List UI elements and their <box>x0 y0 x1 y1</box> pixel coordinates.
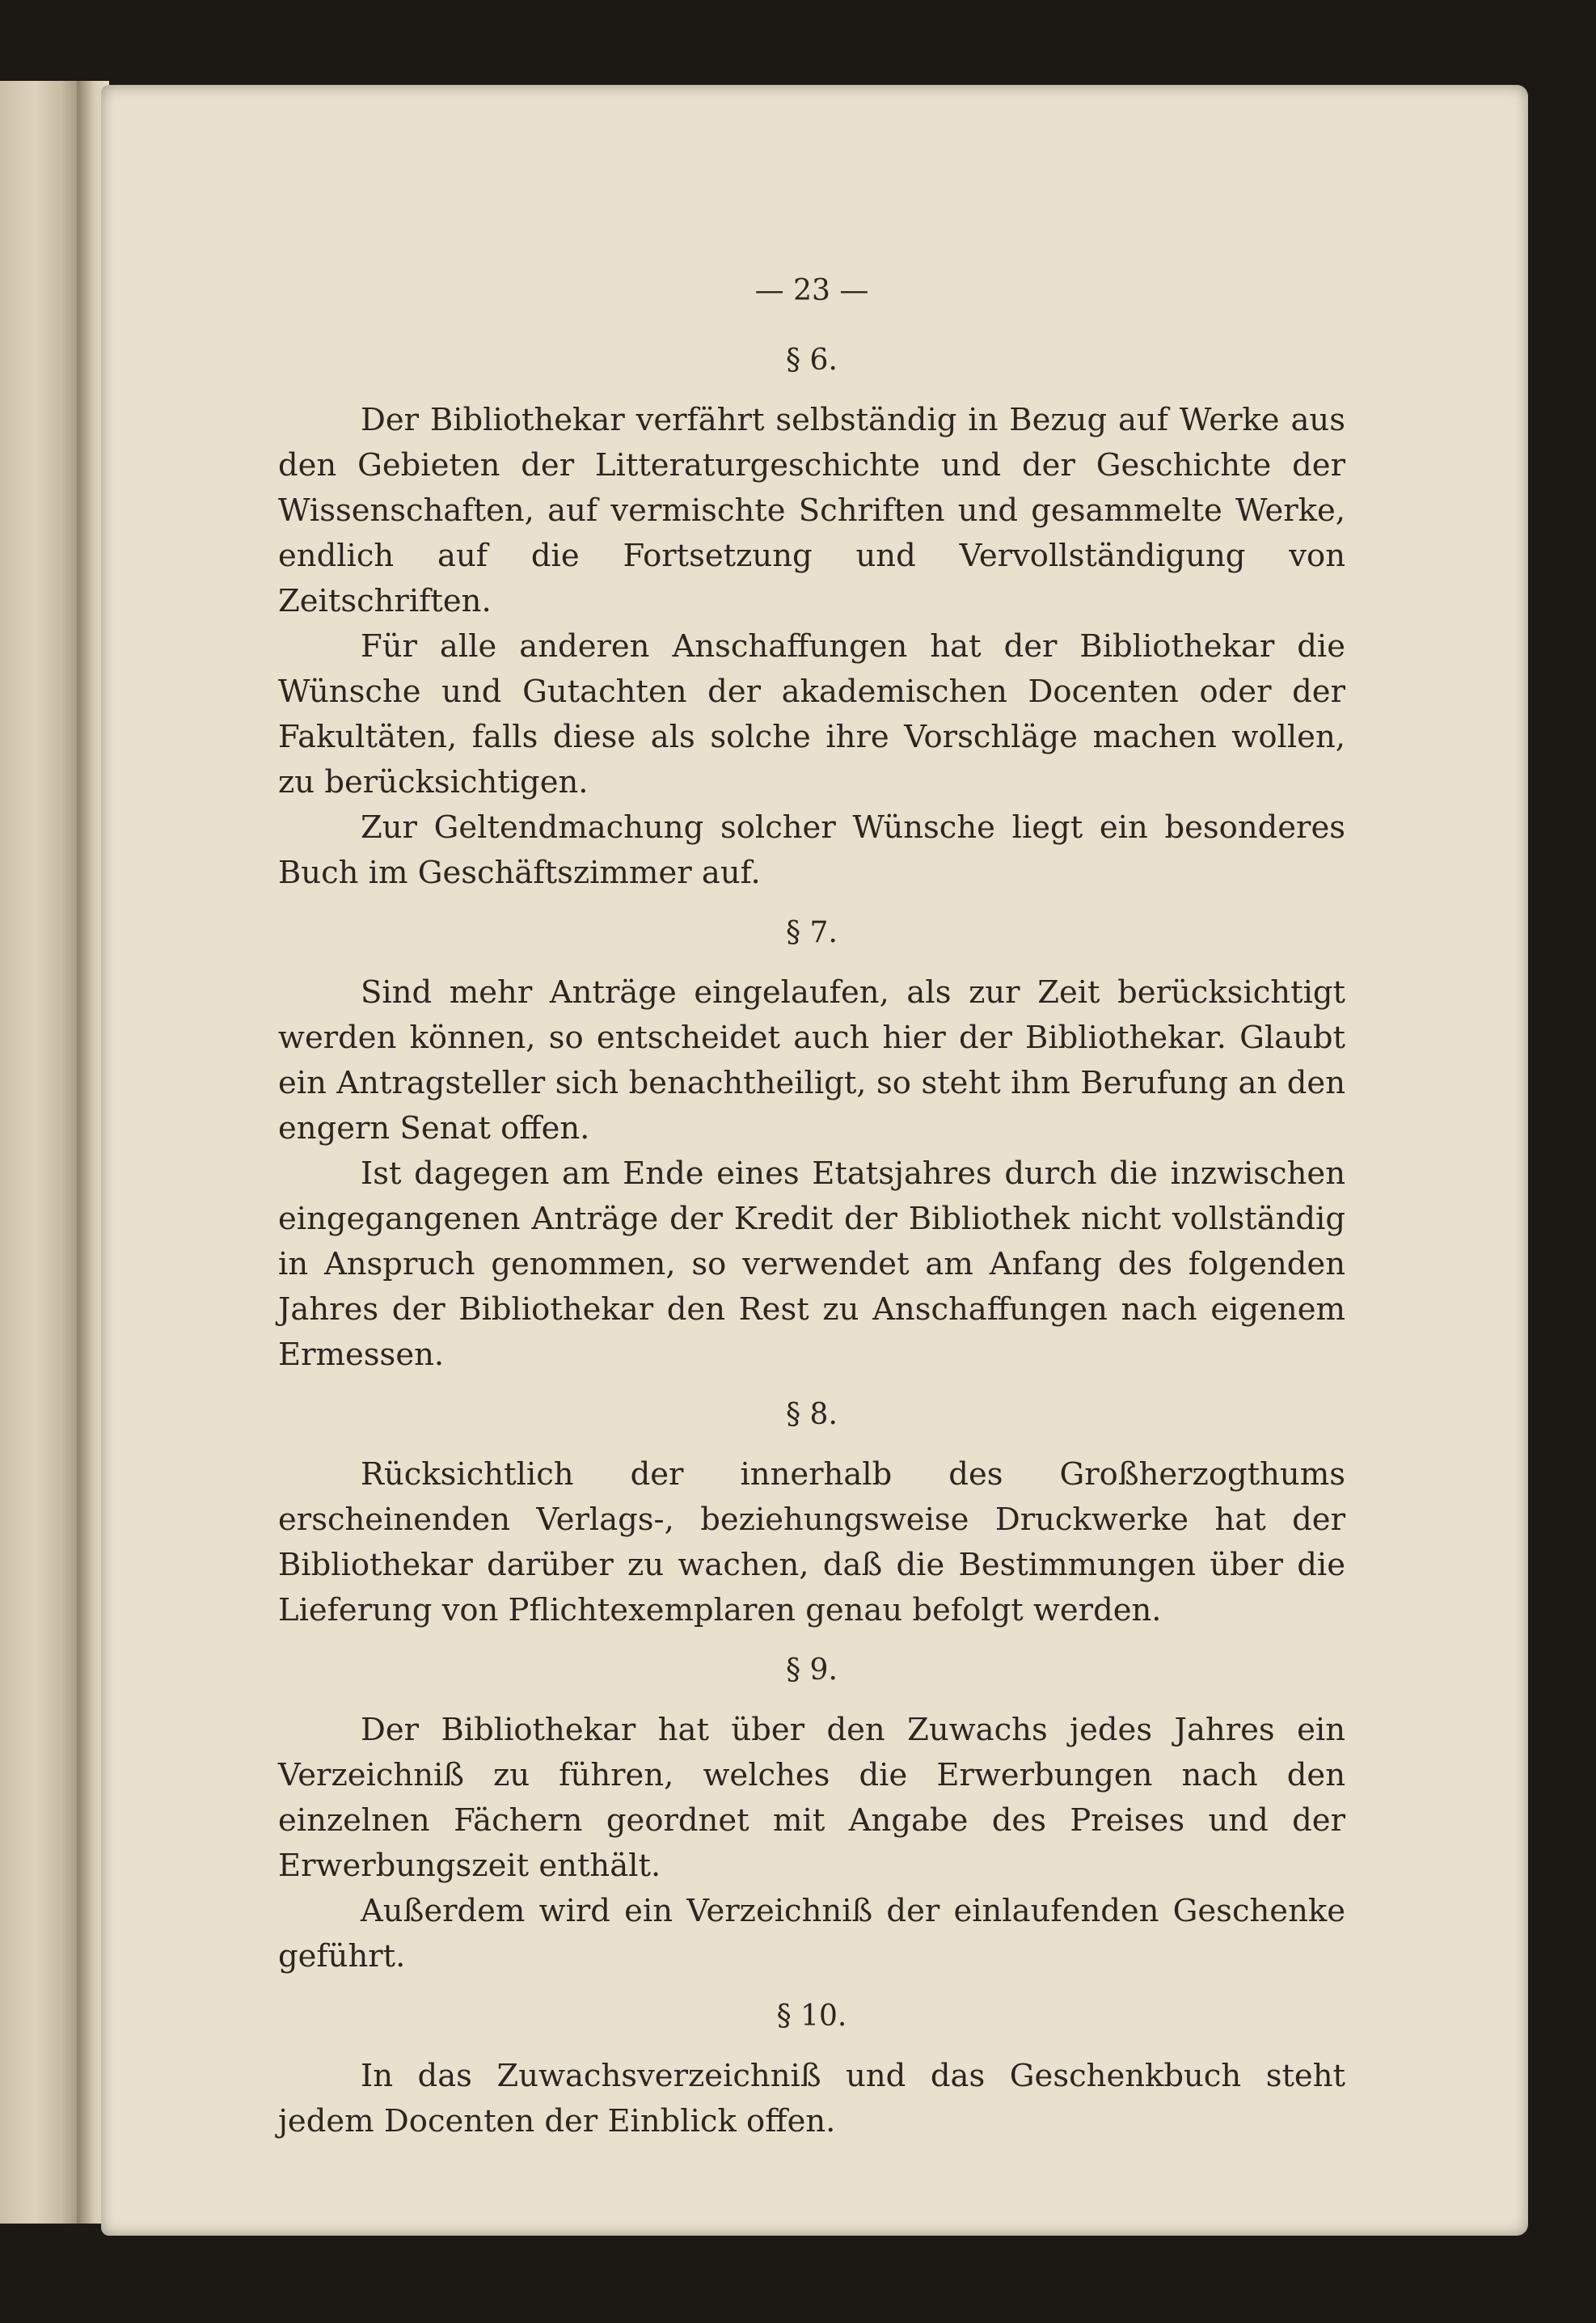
paragraph: Ist dagegen am Ende eines Etatsjahres durch die inzwischen eingegangenen Anträge der Kredit der Bibliothek nicht vollständig in Anspruch genommen, so verwendet am Anfang des folgenden Jahres der Bibliothekar den Rest zu Anschaffungen nach eigenem Ermessen. <box>278 1155 1345 1373</box>
section-heading-9: § 9. <box>786 1654 838 1687</box>
section-heading-10: § 10. <box>776 2000 847 2033</box>
section-heading-7: § 7. <box>786 916 838 949</box>
paragraph: Außerdem wird ein Verzeichniß der einlaufenden Geschenke geführt. <box>278 1893 1345 1975</box>
page-text <box>278 259 1345 2144</box>
page-number: — 23 — <box>754 274 869 307</box>
paragraph: Zur Geltendmachung solcher Wünsche liegt ein besonderes Buch im Geschäftszimmer auf. <box>278 809 1345 891</box>
paragraph: Der Bibliothekar verfährt selbständig in Bezug auf Werke aus den Gebieten der Litteraturgeschichte und der Geschichte der Wissenschaften, auf vermischte Schriften und gesammelte Werke, endlich auf die Fortsetzung und Vervollständigung von Zeitschriften. <box>278 402 1345 619</box>
paragraph: Rücksichtlich der innerhalb des Großherzogthums erscheinenden Verlags-, beziehungsweise Druckwerke hat der Bibliothekar darüber zu wachen, daß die Bestimmungen über die Lieferung von Pflichtexemplaren genau befolgt werden. <box>278 1456 1345 1628</box>
left-page-edge <box>0 81 77 2224</box>
paragraph: Der Bibliothekar hat über den Zuwachs jedes Jahres ein Verzeichniß zu führen, welches die Erwerbungen nach den einzelnen Fächern geordnet mit Angabe des Preises und der Erwerbungszeit enthält. <box>278 1712 1345 1884</box>
section-heading-8: § 8. <box>786 1398 838 1431</box>
section-heading-6: § 6. <box>786 344 838 377</box>
paragraph: Sind mehr Anträge eingelaufen, als zur Zeit berücksichtigt werden können, so entscheidet auch hier der Bibliothekar. Glaubt ein Antragsteller sich benachtheiligt, so steht ihm Berufung an den engern Senat offen. <box>278 974 1345 1147</box>
paragraph: Für alle anderen Anschaffungen hat der Bibliothekar die Wünsche und Gutachten der akademischen Docenten oder der Fakultäten, falls diese als solche ihre Vorschläge machen wollen, zu berücksichtigen. <box>278 628 1345 800</box>
paragraph: In das Zuwachsverzeichniß und das Geschenkbuch steht jedem Docenten der Einblick offen. <box>278 2058 1345 2139</box>
